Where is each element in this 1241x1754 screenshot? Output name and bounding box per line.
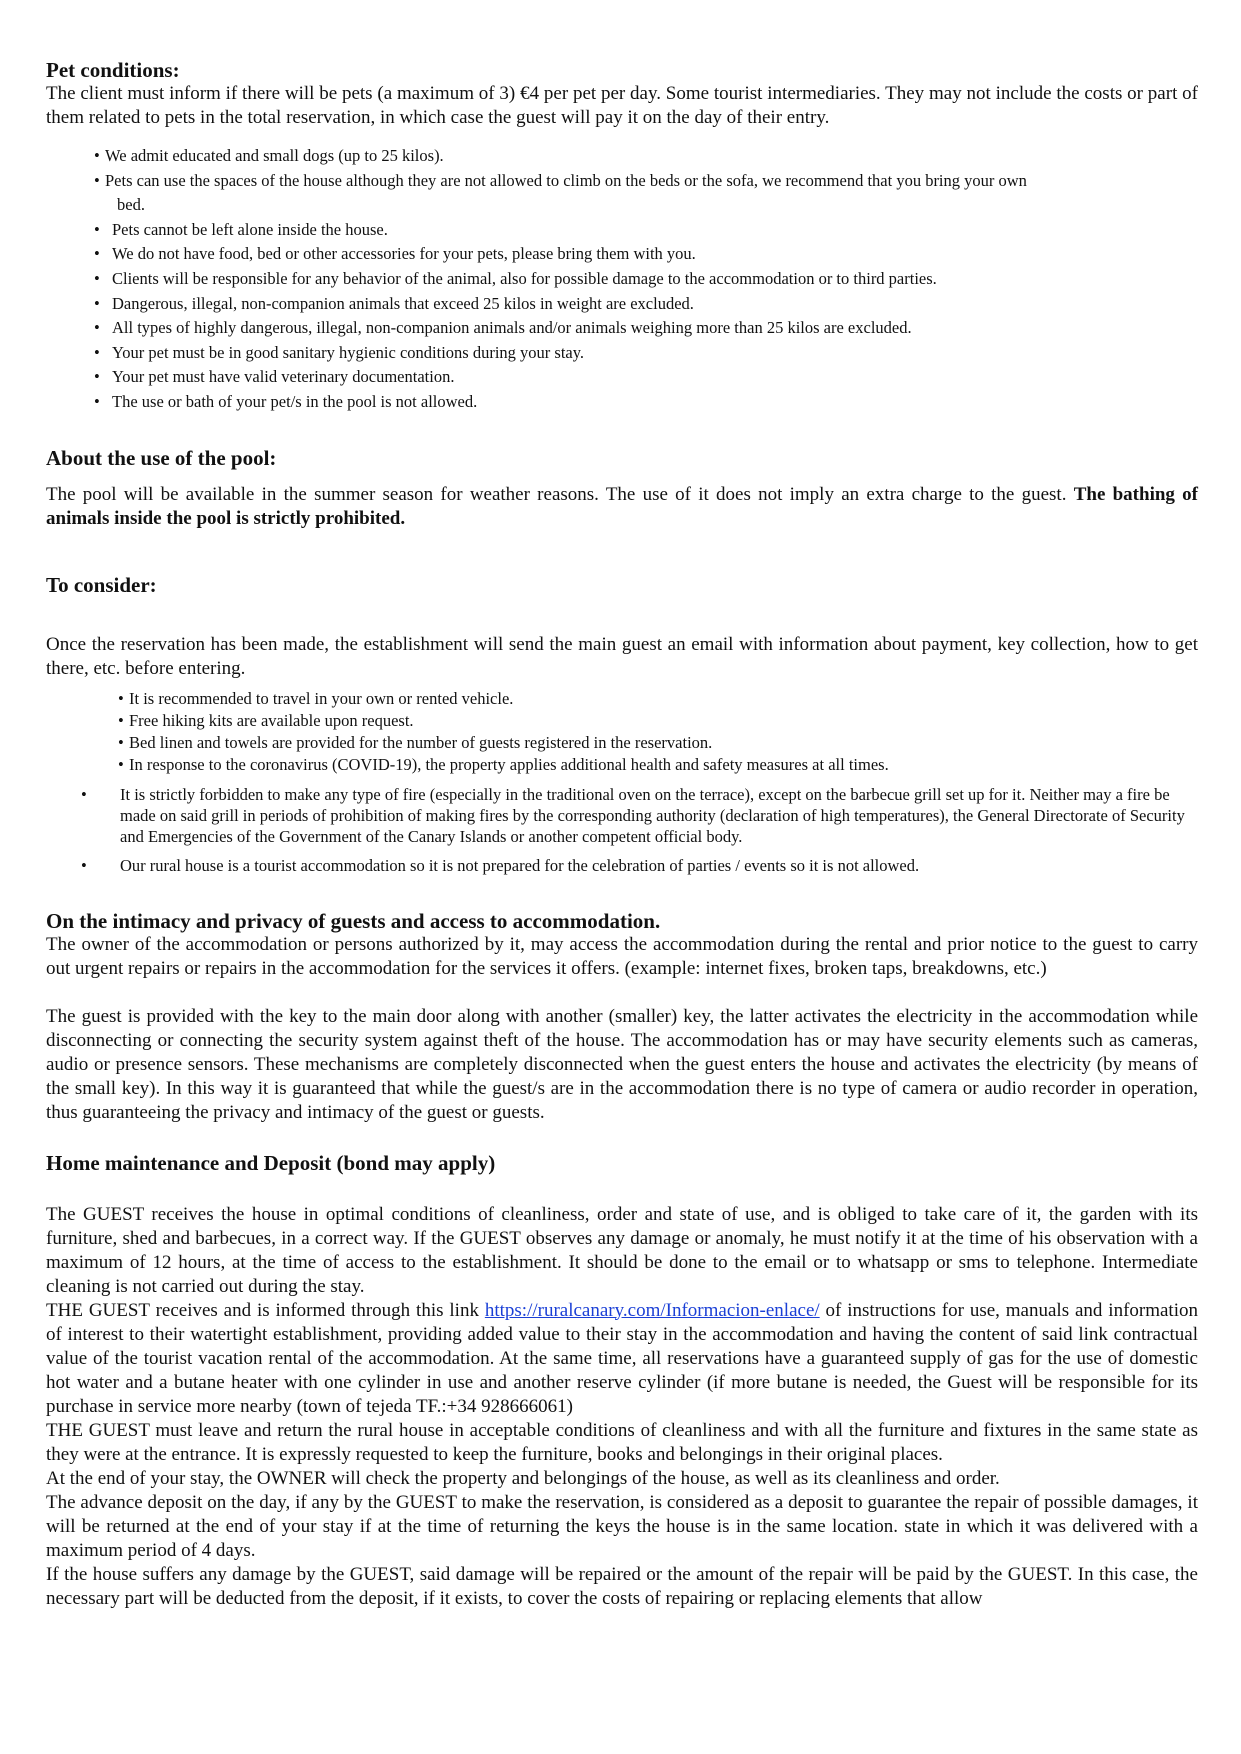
list-item: • We admit educated and small dogs (up to 25 kilos). — [94, 144, 1114, 169]
consider-list — [118, 688, 1198, 776]
maintenance-p6: If the house suffers any damage by the GUEST, said damage will be repaired or the amount of the repair will be paid by the GUEST. In this case, the necessary part will be deducted from the deposit, if it exists, to cover the costs of repairing or replacing elements that allow — [46, 1563, 1198, 1609]
maintenance-p2: THE GUEST receives and is informed through this link https://ruralcanary.com/Informacion-enlace/ of instructions for use, manuals and information of interest to their watertight establishment, providing added value to their stay in the accommodation and having the content of said link contractual value of the tourist vacation rental of the accommodation. At the same time, all reservations have a guaranteed supply of gas for the use of domestic hot water and a butane heater with one cylinder in use and another reserve cylinder (if more butane is needed, the Guest will be responsible for its purchase in service more nearby (town of tejeda TF.:+34 928666061) — [46, 1299, 1198, 1417]
maintenance-p4: At the end of your stay, the OWNER will check the property and belongings of the house, as well as its cleanliness and order. — [46, 1467, 1000, 1489]
list-item: • It is recommended to travel in your own or rented vehicle. — [118, 688, 1198, 710]
list-item: • Bed linen and towels are provided for the number of guests registered in the reservation. — [118, 732, 1198, 754]
pool-text: The pool will be available in the summer season for weather reasons. The use of it does not imply an extra charge to the guest. The bathing of animals inside the pool is strictly prohibited. — [46, 483, 1198, 529]
list-item: • Our rural house is a tourist accommodation so it is not prepared for the celebration of parties / events so it is not allowed. — [46, 855, 1198, 876]
consider-wide-list — [46, 784, 1198, 876]
privacy-heading: On the intimacy and privacy of guests and access to accommodation. — [46, 908, 661, 933]
pet-intro: The client must inform if there will be pets (a maximum of 3) €4 per pet per day. Some tourist intermediaries. They may not include the costs or part of them related to pets in the total reservation, in which case the guest will pay it on the day of their entry. — [46, 83, 1198, 128]
document-page — [46, 58, 1198, 1611]
maintenance-p3: THE GUEST must leave and return the rural house in acceptable conditions of cleanliness and with all the furniture and fixtures in the same state as they were at the entrance. It is expressly requested to keep the furniture, books and belongings in their original places. — [46, 1419, 1198, 1465]
list-item: • Pets cannot be left alone inside the house. — [94, 218, 1114, 243]
maintenance-p5: The advance deposit on the day, if any by the GUEST to make the reservation, is considered as a deposit to guarantee the repair of possible damages, it will be returned at the end of your stay if at the time of returning the keys the house is in the same location. state in which it was delivered with a maximum period of 4 days. — [46, 1491, 1198, 1561]
list-item: • Dangerous, illegal, non-companion animals that exceed 25 kilos in weight are excluded. — [94, 292, 1114, 317]
list-item: • Pets can use the spaces of the house although they are not allowed to climb on the beds or the sofa, we recommend that you bring your own bed. — [94, 169, 1114, 218]
pool-bold-text: The bathing of animals inside the pool is strictly prohibited. — [46, 483, 1198, 529]
pet-rules-list — [94, 144, 1114, 415]
pet-heading: Pet conditions: — [46, 58, 180, 82]
list-item: • Your pet must have valid veterinary documentation. — [94, 365, 1114, 390]
maintenance-heading: Home maintenance and Deposit (bond may apply) — [46, 1150, 496, 1175]
privacy-p1: The owner of the accommodation or persons authorized by it, may access the accommodation during the rental and prior notice to the guest to carry out urgent repairs or repairs in the accommodation for the services it offers. (example: internet fixes, broken taps, breakdowns, etc.) — [46, 933, 1198, 979]
consider-heading: To consider: — [46, 572, 157, 597]
list-item: • In response to the coronavirus (COVID-19), the property applies additional health and safety measures at all times. — [118, 754, 1198, 776]
pool-heading: About the use of the pool: — [46, 445, 277, 470]
list-item: • The use or bath of your pet/s in the pool is not allowed. — [94, 390, 1114, 415]
maintenance-p1: The GUEST receives the house in optimal conditions of cleanliness, order and state of use, and is obliged to take care of it, the garden with its furniture, shed and barbecues, in a correct way. If the GUEST observes any damage or anomaly, he must notify it at the time of his observation with a maximum of 12 hours, at the time of access to the establishment. It should be done to the email or to whatsapp or sms to telephone. Intermediate cleaning is not carried out during the stay. — [46, 1203, 1198, 1297]
list-item: • Free hiking kits are available upon request. — [118, 710, 1198, 732]
list-item: • All types of highly dangerous, illegal, non-companion animals and/or animals weighing more than 25 kilos are excluded. — [94, 316, 1114, 341]
privacy-p2: The guest is provided with the key to the main door along with another (smaller) key, the latter activates the electricity in the accommodation while disconnecting or connecting the security system against theft of the house. The accommodation has or may have security elements such as cameras, audio or presence sensors. These mechanisms are completely disconnected when the guest enters the house and activates the electricity (by means of the small key). In this way it is guaranteed that while the guest/s are in the accommodation there is no type of camera or audio recorder in operation, thus guaranteeing the privacy and intimacy of the guest or guests. — [46, 1005, 1198, 1123]
list-item: • We do not have food, bed or other accessories for your pets, please bring them with you. — [94, 242, 1114, 267]
info-link[interactable]: https://ruralcanary.com/Informacion-enlace/ — [484, 1299, 820, 1321]
consider-intro: Once the reservation has been made, the establishment will send the main guest an email with information about payment, key collection, how to get there, etc. before entering. — [46, 633, 1198, 679]
list-item: • Your pet must be in good sanitary hygienic conditions during your stay. — [94, 341, 1114, 366]
list-item: • Clients will be responsible for any behavior of the animal, also for possible damage to the accommodation or to third parties. — [94, 267, 1114, 292]
list-item: • It is strictly forbidden to make any type of fire (especially in the traditional oven on the terrace), except on the barbecue grill set up for it. Neither may a fire be made on said grill in periods of prohibition of making fires by the corresponding authority (declaration of high temperatures), the General Directorate of Security and Emergencies of the Government of the Canary Islands or another competent official body. — [46, 784, 1198, 847]
